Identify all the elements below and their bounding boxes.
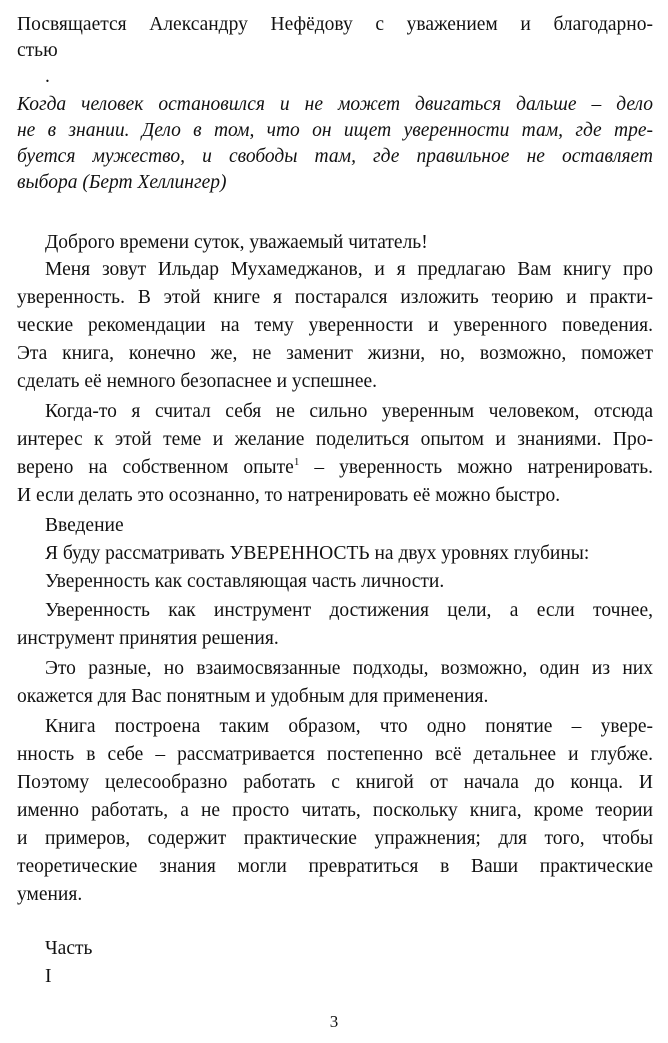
paragraph-text: – уверенность можно натренировать. [299,457,654,478]
page-number: 3 [329,1012,339,1031]
paragraph-line: и примеров, содержит практические упражнения; для того, чтобы [17,828,653,849]
paragraph-line: Когда-то я считал себя не сильно уверенным человеком, отсюда [45,401,653,422]
paragraph-line: Уверенность как инструмент достижения цели, а если точнее, [45,600,653,621]
intro-heading: Введение [45,515,124,536]
paragraph-line: Меня зовут Ильдар Мухамеджанов, и я предлагаю Вам книгу про [45,259,653,280]
dedication-line: стью [17,40,58,61]
paragraph-line: ческие рекомендации на тему уверенности и уверенного поведения. [17,315,653,336]
epigraph-line: не в знании. Дело в том, что он ищет уверенности там, где тре- [17,120,653,141]
paragraph-line: нность в себе – рассматривается постепенно всё детальнее и глубже. [17,744,653,765]
paragraph-line: окажется для Вас понятным и удобным для применения. [17,686,489,707]
paragraph-line: сделать её немного безопаснее и успешнее. [17,371,378,392]
paragraph-line: Уверенность как составляющая часть личности. [45,571,445,592]
paragraph-line: Я буду рассматривать УВЕРЕННОСТЬ на двух уровнях глубины: [45,543,590,564]
greeting: Доброго времени суток, уважаемый читатель! [45,232,428,253]
paragraph-line: теоретические знания могли превратиться в Ваши практические [17,856,653,877]
paragraph-line: интерес к этой теме и желание поделиться опытом и знаниями. Про- [17,429,653,450]
paragraph-line [17,455,653,481]
epigraph-line: выбора (Берт Хеллингер) [17,172,227,193]
paragraph-line: И если делать это осознанно, то натренировать её можно быстро. [17,485,561,506]
dedication-line: Посвящается Александру Нефёдову с уважением и благодарно- [17,14,653,35]
paragraph-line: именно работать, а не просто читать, поскольку книга, кроме теории [17,800,653,821]
dedication-line: . [45,66,50,87]
paragraph-text: верено на собственном опыте [17,457,294,478]
footnote-marker[interactable]: 1 [293,456,300,468]
paragraph-line: Книга построена таким образом, что одно понятие – увере- [45,716,653,737]
part-label: Часть [45,938,93,959]
paragraph-line: умения. [17,884,83,905]
paragraph-line: Поэтому целесообразно работать с книгой от начала до конца. И [17,772,653,793]
paragraph-line: Эта книга, конечно же, не заменит жизни, но, возможно, поможет [17,343,653,364]
epigraph-line: буется мужество, и свободы там, где правильное не оставляет [17,146,653,167]
epigraph-line: Когда человек остановился и не может двигаться дальше – дело [17,94,653,115]
paragraph-line: инструмент принятия решения. [17,628,279,649]
paragraph-line: уверенность. В этой книге я постарался изложить теорию и практи- [17,287,653,308]
paragraph-line: Это разные, но взаимосвязанные подходы, возможно, один из них [45,658,653,679]
part-number: I [45,966,52,987]
